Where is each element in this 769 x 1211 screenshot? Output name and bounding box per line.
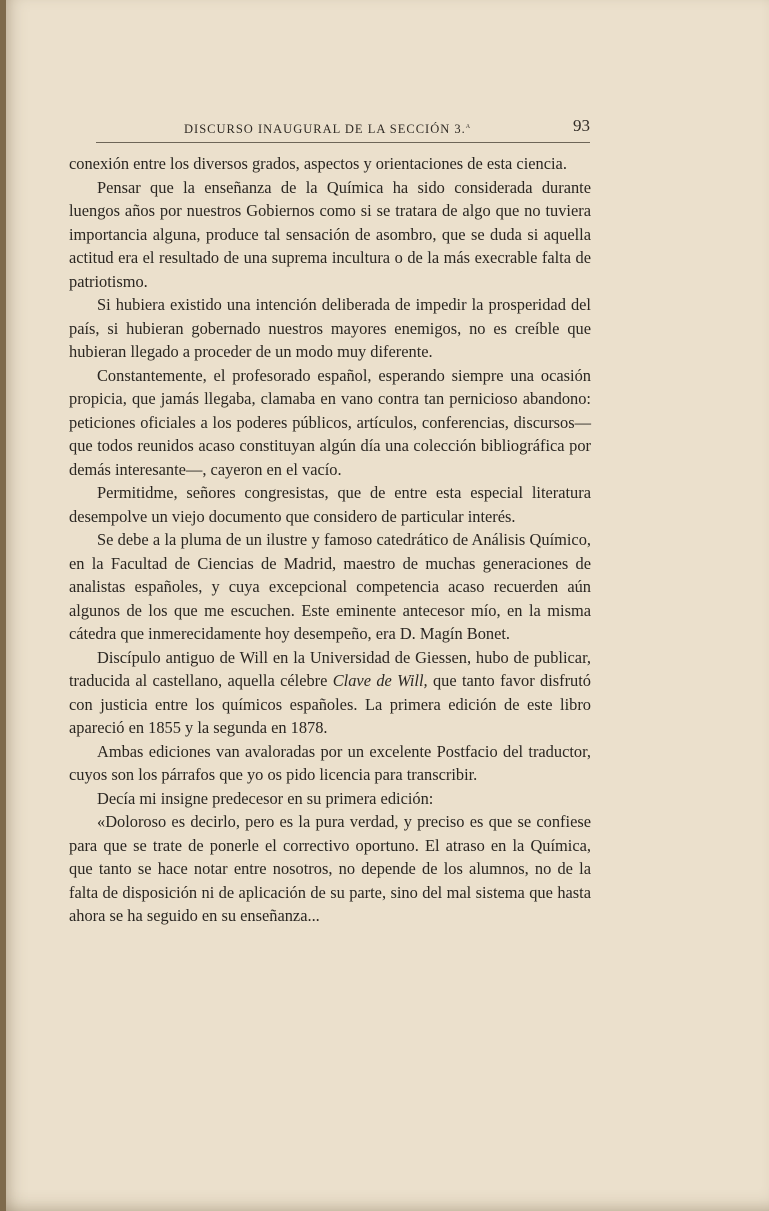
paragraph: Si hubiera existido una intención deliberada de impedir la prosperidad del país, si hubieran gobernado nuestros mayores enemigos, no es creíble que hubieran llegado a proceder de un modo muy diferente. bbox=[69, 295, 591, 361]
body-text bbox=[69, 152, 591, 928]
paragraph: Constantemente, el profesorado español, esperando siempre una ocasión propicia, que jamás llegaba, clamaba en vano contra tan pernicioso abandono: peticiones oficiales a los poderes públicos, artículos, conferencias, discursos—que todos reunidos acaso constituyan algún día una colección bibliográfica por demás interesante—, cayeron en el vacío. bbox=[69, 365, 591, 479]
page-header bbox=[96, 118, 590, 140]
paragraph: Decía mi insigne predecesor en su primera edición: bbox=[97, 788, 434, 808]
running-head-superscript: a bbox=[465, 120, 472, 130]
paragraph: Discípulo antiguo de Will en la Universidad de Giessen, hubo de publicar, traducida al castellano, aquella célebre Clave de Will, que tanto favor disfrutó con justicia entre los químicos españoles. La primera edición de este libro apareció en 1855 y la segunda en 1878. bbox=[69, 647, 591, 737]
paragraph: Permitidme, señores congresistas, que de entre esta especial literatura desempolve un viejo documento que considero de particular interés. bbox=[69, 483, 591, 526]
paragraph: Se debe a la pluma de un ilustre y famoso catedrático de Análisis Químico, en la Facultad de Ciencias de Madrid, maestro de muchas generaciones de analistas españoles, y cuya excepcional competencia acaso recuerden aún algunos de los que me escuchen. Este eminente antecesor mío, en la misma cátedra que inmerecidamente hoy desempeño, era D. Magín Bonet. bbox=[69, 530, 591, 643]
header-rule bbox=[96, 142, 590, 143]
paragraph: Pensar que la enseñanza de la Química ha sido considerada durante luengos años por nuestros Gobiernos como si se tratara de algo que no tuviera importancia alguna, produce tal sensación de asombro, que se duda si aquella actitud era el resultado de una suprema incultura o de la más execrable falta de patriotismo. bbox=[69, 177, 591, 291]
book-page bbox=[6, 0, 769, 1211]
running-head: DISCURSO INAUGURAL DE LA SECCIÓN 3.$^a$ bbox=[184, 120, 472, 137]
paragraph-continued: conexión entre los diversos grados, aspectos y orientaciones de esta ciencia. bbox=[69, 154, 567, 173]
paragraph: Ambas ediciones van avaloradas por un excelente Postfacio del traductor, cuyos son los párrafos que yo os pido licencia para transcribir. bbox=[69, 741, 591, 784]
page-number: 93 bbox=[573, 116, 590, 135]
quoted-paragraph: «Doloroso es decirlo, pero es la pura verdad, y preciso es que se confiese para que se trate de ponerle el correctivo oportuno. El atraso en la Química, que tanto se hace notar entre nosotros, no depende de los alumnos, no de la falta de disposición ni de aplicación de su parte, sino del mal sistema que hasta ahora se ha seguido en su enseñanza... bbox=[69, 812, 591, 925]
book-title-italic: Clave de Will, bbox=[332, 671, 428, 690]
